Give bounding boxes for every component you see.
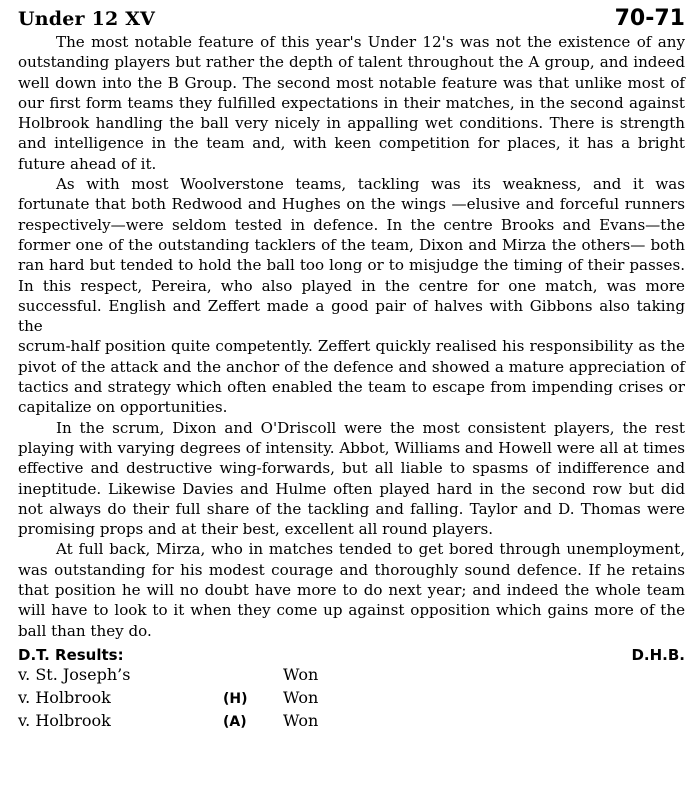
- paragraph: The most notable feature of this year's Under 12's was not the existence of any outstanding players but rather the depth of talent throughout the A group, and indeed well down into the B Group. The second most notable feature was that unlike most of our first form teams they fulfilled expectations in their matches, in the second against Holbrook handling the ball very nicely in appalling wet conditions. There is strength and intelligence in the team and, with keen competition for places, it has a bright future ahead of it.: [18, 33, 685, 173]
- page-title: Under 12 XV: [18, 8, 156, 30]
- paragraph: In the scrum, Dixon and O'Driscoll were the most consistent players, the rest playing with varying degrees of intensity. Abbot, Williams and Howell were all at times effective and destructive wing-forwards, but all liable to spasms of indifference and ineptitude. Likewise Davies and Hulme often played hard in the second row but did not always do their full share of the tackling and falling. Taylor and D. Thomas were promising props and at their best, excellent all round players.: [18, 418, 685, 539]
- result-opponent: v. St. Joseph’s: [18, 664, 131, 684]
- table-row: [18, 664, 685, 687]
- results-section: [18, 641, 685, 732]
- page-header: [18, 8, 685, 30]
- author-initials: D.H.B.: [631, 645, 685, 664]
- result-venue: (A): [223, 713, 247, 730]
- article-body: [18, 32, 685, 641]
- results-heading: D.T. Results:: [18, 645, 124, 664]
- result-venue: (H): [223, 690, 248, 707]
- result-opponent: v. Holbrook: [18, 710, 111, 730]
- paragraph: As with most Woolverstone teams, tackling was its weakness, and it was fortunate that both Redwood and Hughes on the wings —elusive and forceful runners respectively—were seldom tested in defence. In the centre Brooks and Evans—the former one of the outstanding tacklers of the team, Dixon and Mirza the others— both ran hard but tended to hold the ball too long or to misjudge the timing of their passes. In this respect, Pereira, who also played in the centre for one match, was more successful. English and Zeffert made a good pair of halves with Gibbons also taking the: [18, 175, 685, 336]
- result-outcome: Won: [283, 710, 319, 730]
- table-row: [18, 710, 685, 733]
- table-row: [18, 687, 685, 710]
- paragraph: At full back, Mirza, who in matches tended to get bored through unemployment, was outstanding for his modest courage and thoroughly sound defence. If he retains that position he will no doubt have more to do next year; and indeed the whole team will have to look to it when they come up against opposition which gains more of the ball than they do.: [18, 540, 685, 640]
- paragraph: scrum-half position quite competently. Zeffert quickly realised his responsibility as the pivot of the attack and the anchor of the defence and showed a mature appreciation of tactics and strategy which often enabled the team to escape from impending crises or capitalize on opportunities.: [18, 337, 685, 417]
- result-opponent: v. Holbrook: [18, 687, 111, 707]
- results-header-row: [18, 641, 685, 664]
- result-outcome: Won: [283, 664, 319, 684]
- page-number: 70-71: [614, 6, 685, 31]
- result-outcome: Won: [283, 687, 319, 707]
